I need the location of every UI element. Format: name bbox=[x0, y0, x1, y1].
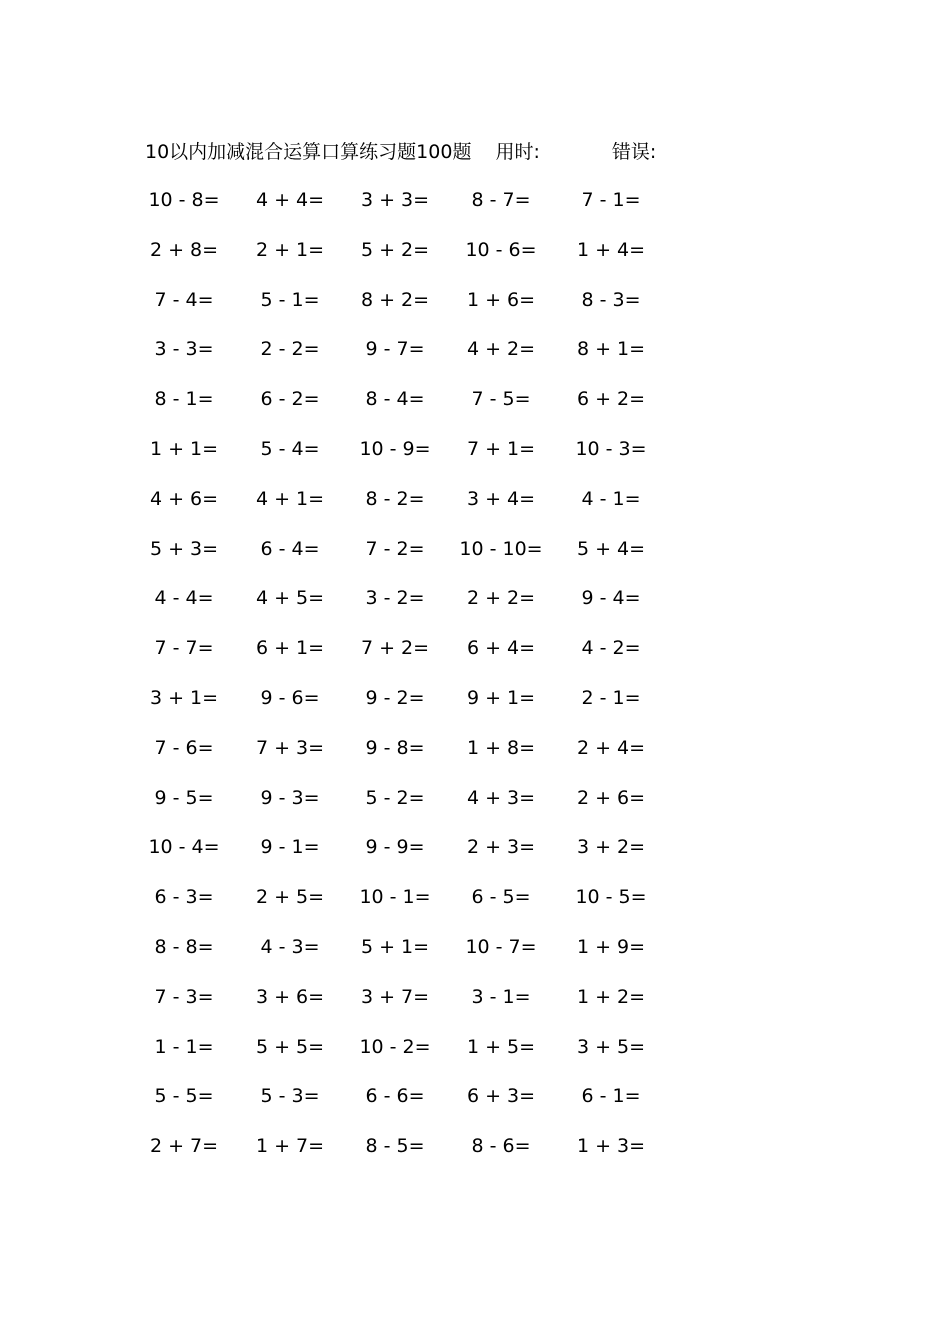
problem-item: 7 - 4= bbox=[154, 288, 214, 311]
problem-item: 1 + 5= bbox=[466, 1035, 536, 1058]
problem-item: 5 + 2= bbox=[360, 238, 430, 261]
problem-item: 8 + 2= bbox=[360, 288, 430, 311]
problem-row bbox=[0, 877, 950, 927]
problem-item: 3 - 1= bbox=[471, 985, 531, 1008]
problem-item: 4 - 3= bbox=[260, 935, 320, 958]
problem-item: 7 - 3= bbox=[154, 985, 214, 1008]
problem-item: 1 + 9= bbox=[576, 935, 646, 958]
problem-row bbox=[0, 578, 950, 628]
problem-item: 8 - 3= bbox=[581, 288, 641, 311]
problem-item: 7 - 7= bbox=[154, 637, 214, 660]
problem-item: 3 + 3= bbox=[360, 189, 430, 211]
problem-item: 9 - 3= bbox=[260, 786, 320, 809]
problem-item: 8 - 7= bbox=[471, 189, 531, 211]
problem-item: 9 - 9= bbox=[365, 836, 425, 859]
problem-item: 3 - 3= bbox=[154, 338, 214, 361]
problem-item: 4 - 1= bbox=[581, 487, 641, 510]
problem-item: 5 + 4= bbox=[576, 537, 646, 560]
problem-item: 6 - 2= bbox=[260, 388, 320, 411]
problem-row bbox=[0, 1027, 950, 1077]
problem-row bbox=[0, 280, 950, 330]
problem-row bbox=[0, 230, 950, 280]
problem-item: 1 + 8= bbox=[466, 736, 536, 759]
problem-item: 6 + 2= bbox=[576, 388, 646, 411]
problem-item: 10 - 7= bbox=[465, 935, 537, 958]
problem-item: 6 - 6= bbox=[365, 1085, 425, 1108]
worksheet-header bbox=[145, 137, 656, 163]
problem-grid bbox=[0, 180, 950, 1176]
problem-item: 1 + 3= bbox=[576, 1135, 646, 1158]
problem-item: 8 - 2= bbox=[365, 487, 425, 510]
problem-item: 10 - 10= bbox=[459, 537, 543, 560]
problem-item: 6 - 3= bbox=[154, 886, 214, 909]
problem-item: 5 - 2= bbox=[365, 786, 425, 809]
problem-item: 2 - 2= bbox=[260, 338, 320, 361]
problem-item: 6 - 1= bbox=[581, 1085, 641, 1108]
problem-item: 10 - 6= bbox=[465, 238, 537, 261]
problem-item: 8 - 4= bbox=[365, 388, 425, 411]
problem-item: 5 + 1= bbox=[360, 935, 430, 958]
problem-item: 2 + 3= bbox=[466, 836, 536, 859]
problem-item: 4 + 5= bbox=[255, 587, 325, 610]
problem-row bbox=[0, 1076, 950, 1126]
problem-item: 5 - 4= bbox=[260, 437, 320, 460]
problem-item: 2 + 6= bbox=[576, 786, 646, 809]
problem-item: 1 + 7= bbox=[255, 1135, 325, 1158]
problem-row bbox=[0, 379, 950, 429]
problem-item: 9 - 7= bbox=[365, 338, 425, 361]
problem-item: 10 - 1= bbox=[359, 886, 431, 909]
problem-item: 4 + 2= bbox=[466, 338, 536, 361]
problem-item: 5 - 1= bbox=[260, 288, 320, 311]
problem-item: 10 - 2= bbox=[359, 1035, 431, 1058]
problem-item: 7 - 1= bbox=[581, 189, 641, 211]
problem-row bbox=[0, 977, 950, 1027]
problem-item: 5 + 3= bbox=[149, 537, 219, 560]
problem-item: 7 + 1= bbox=[466, 437, 536, 460]
problem-item: 9 + 1= bbox=[466, 686, 536, 709]
problem-item: 10 - 8= bbox=[148, 189, 220, 211]
problem-item: 6 + 3= bbox=[466, 1085, 536, 1108]
problem-item: 3 + 5= bbox=[576, 1035, 646, 1058]
problem-item: 1 + 6= bbox=[466, 288, 536, 311]
problem-item: 6 - 5= bbox=[471, 886, 531, 909]
problem-item: 9 - 2= bbox=[365, 686, 425, 709]
problem-row bbox=[0, 728, 950, 778]
problem-item: 3 + 7= bbox=[360, 985, 430, 1008]
problem-item: 3 + 6= bbox=[255, 985, 325, 1008]
problem-item: 7 + 3= bbox=[255, 736, 325, 759]
problem-item: 4 - 2= bbox=[581, 637, 641, 660]
problem-item: 10 - 5= bbox=[575, 886, 647, 909]
problem-item: 2 + 1= bbox=[255, 238, 325, 261]
problem-item: 9 - 1= bbox=[260, 836, 320, 859]
problem-item: 7 - 5= bbox=[471, 388, 531, 411]
problem-item: 10 - 3= bbox=[575, 437, 647, 460]
problem-item: 1 + 4= bbox=[576, 238, 646, 261]
problem-item: 3 + 4= bbox=[466, 487, 536, 510]
problem-item: 3 + 1= bbox=[149, 686, 219, 709]
problem-item: 4 + 3= bbox=[466, 786, 536, 809]
problem-item: 2 + 4= bbox=[576, 736, 646, 759]
problem-row bbox=[0, 678, 950, 728]
problem-item: 9 - 5= bbox=[154, 786, 214, 809]
problem-item: 9 - 6= bbox=[260, 686, 320, 709]
problem-item: 1 - 1= bbox=[154, 1035, 214, 1058]
worksheet-title: 10以内加减混合运算口算练习题100题 bbox=[145, 140, 472, 163]
problem-item: 2 + 5= bbox=[255, 886, 325, 909]
time-label: 用时: bbox=[495, 140, 540, 163]
problem-item: 6 + 4= bbox=[466, 637, 536, 660]
problem-item: 9 - 4= bbox=[581, 587, 641, 610]
problem-row bbox=[0, 827, 950, 877]
error-label: 错误: bbox=[611, 140, 657, 163]
problem-item: 10 - 9= bbox=[359, 437, 431, 460]
problem-item: 5 - 5= bbox=[154, 1085, 214, 1108]
problem-item: 8 - 8= bbox=[154, 935, 214, 958]
problem-item: 9 - 8= bbox=[365, 736, 425, 759]
problem-item: 1 + 2= bbox=[576, 985, 646, 1008]
problem-item: 10 - 4= bbox=[148, 836, 220, 859]
problem-item: 3 + 2= bbox=[576, 836, 646, 859]
problem-item: 8 - 1= bbox=[154, 388, 214, 411]
problem-item: 4 + 1= bbox=[255, 487, 325, 510]
problem-item: 8 + 1= bbox=[576, 338, 646, 361]
problem-item: 6 - 4= bbox=[260, 537, 320, 560]
problem-item: 2 - 1= bbox=[581, 686, 641, 709]
problem-item: 2 + 7= bbox=[149, 1135, 219, 1158]
problem-item: 4 + 4= bbox=[255, 189, 325, 211]
problem-item: 5 + 5= bbox=[255, 1035, 325, 1058]
problem-item: 7 - 6= bbox=[154, 736, 214, 759]
problem-row bbox=[0, 628, 950, 678]
problem-item: 2 + 8= bbox=[149, 238, 219, 261]
problem-item: 7 + 2= bbox=[360, 637, 430, 660]
problem-item: 4 + 6= bbox=[149, 487, 219, 510]
problem-row bbox=[0, 429, 950, 479]
problem-item: 6 + 1= bbox=[255, 637, 325, 660]
problem-row bbox=[0, 479, 950, 529]
problem-row bbox=[0, 329, 950, 379]
problem-item: 5 - 3= bbox=[260, 1085, 320, 1108]
problem-item: 8 - 6= bbox=[471, 1135, 531, 1158]
problem-row bbox=[0, 180, 950, 230]
problem-item: 2 + 2= bbox=[466, 587, 536, 610]
problem-item: 7 - 2= bbox=[365, 537, 425, 560]
problem-item: 4 - 4= bbox=[154, 587, 214, 610]
problem-item: 3 - 2= bbox=[365, 587, 425, 610]
problem-row bbox=[0, 529, 950, 579]
problem-item: 1 + 1= bbox=[149, 437, 219, 460]
problem-row bbox=[0, 1126, 950, 1176]
problem-item: 8 - 5= bbox=[365, 1135, 425, 1158]
problem-row bbox=[0, 927, 950, 977]
problem-row bbox=[0, 778, 950, 828]
